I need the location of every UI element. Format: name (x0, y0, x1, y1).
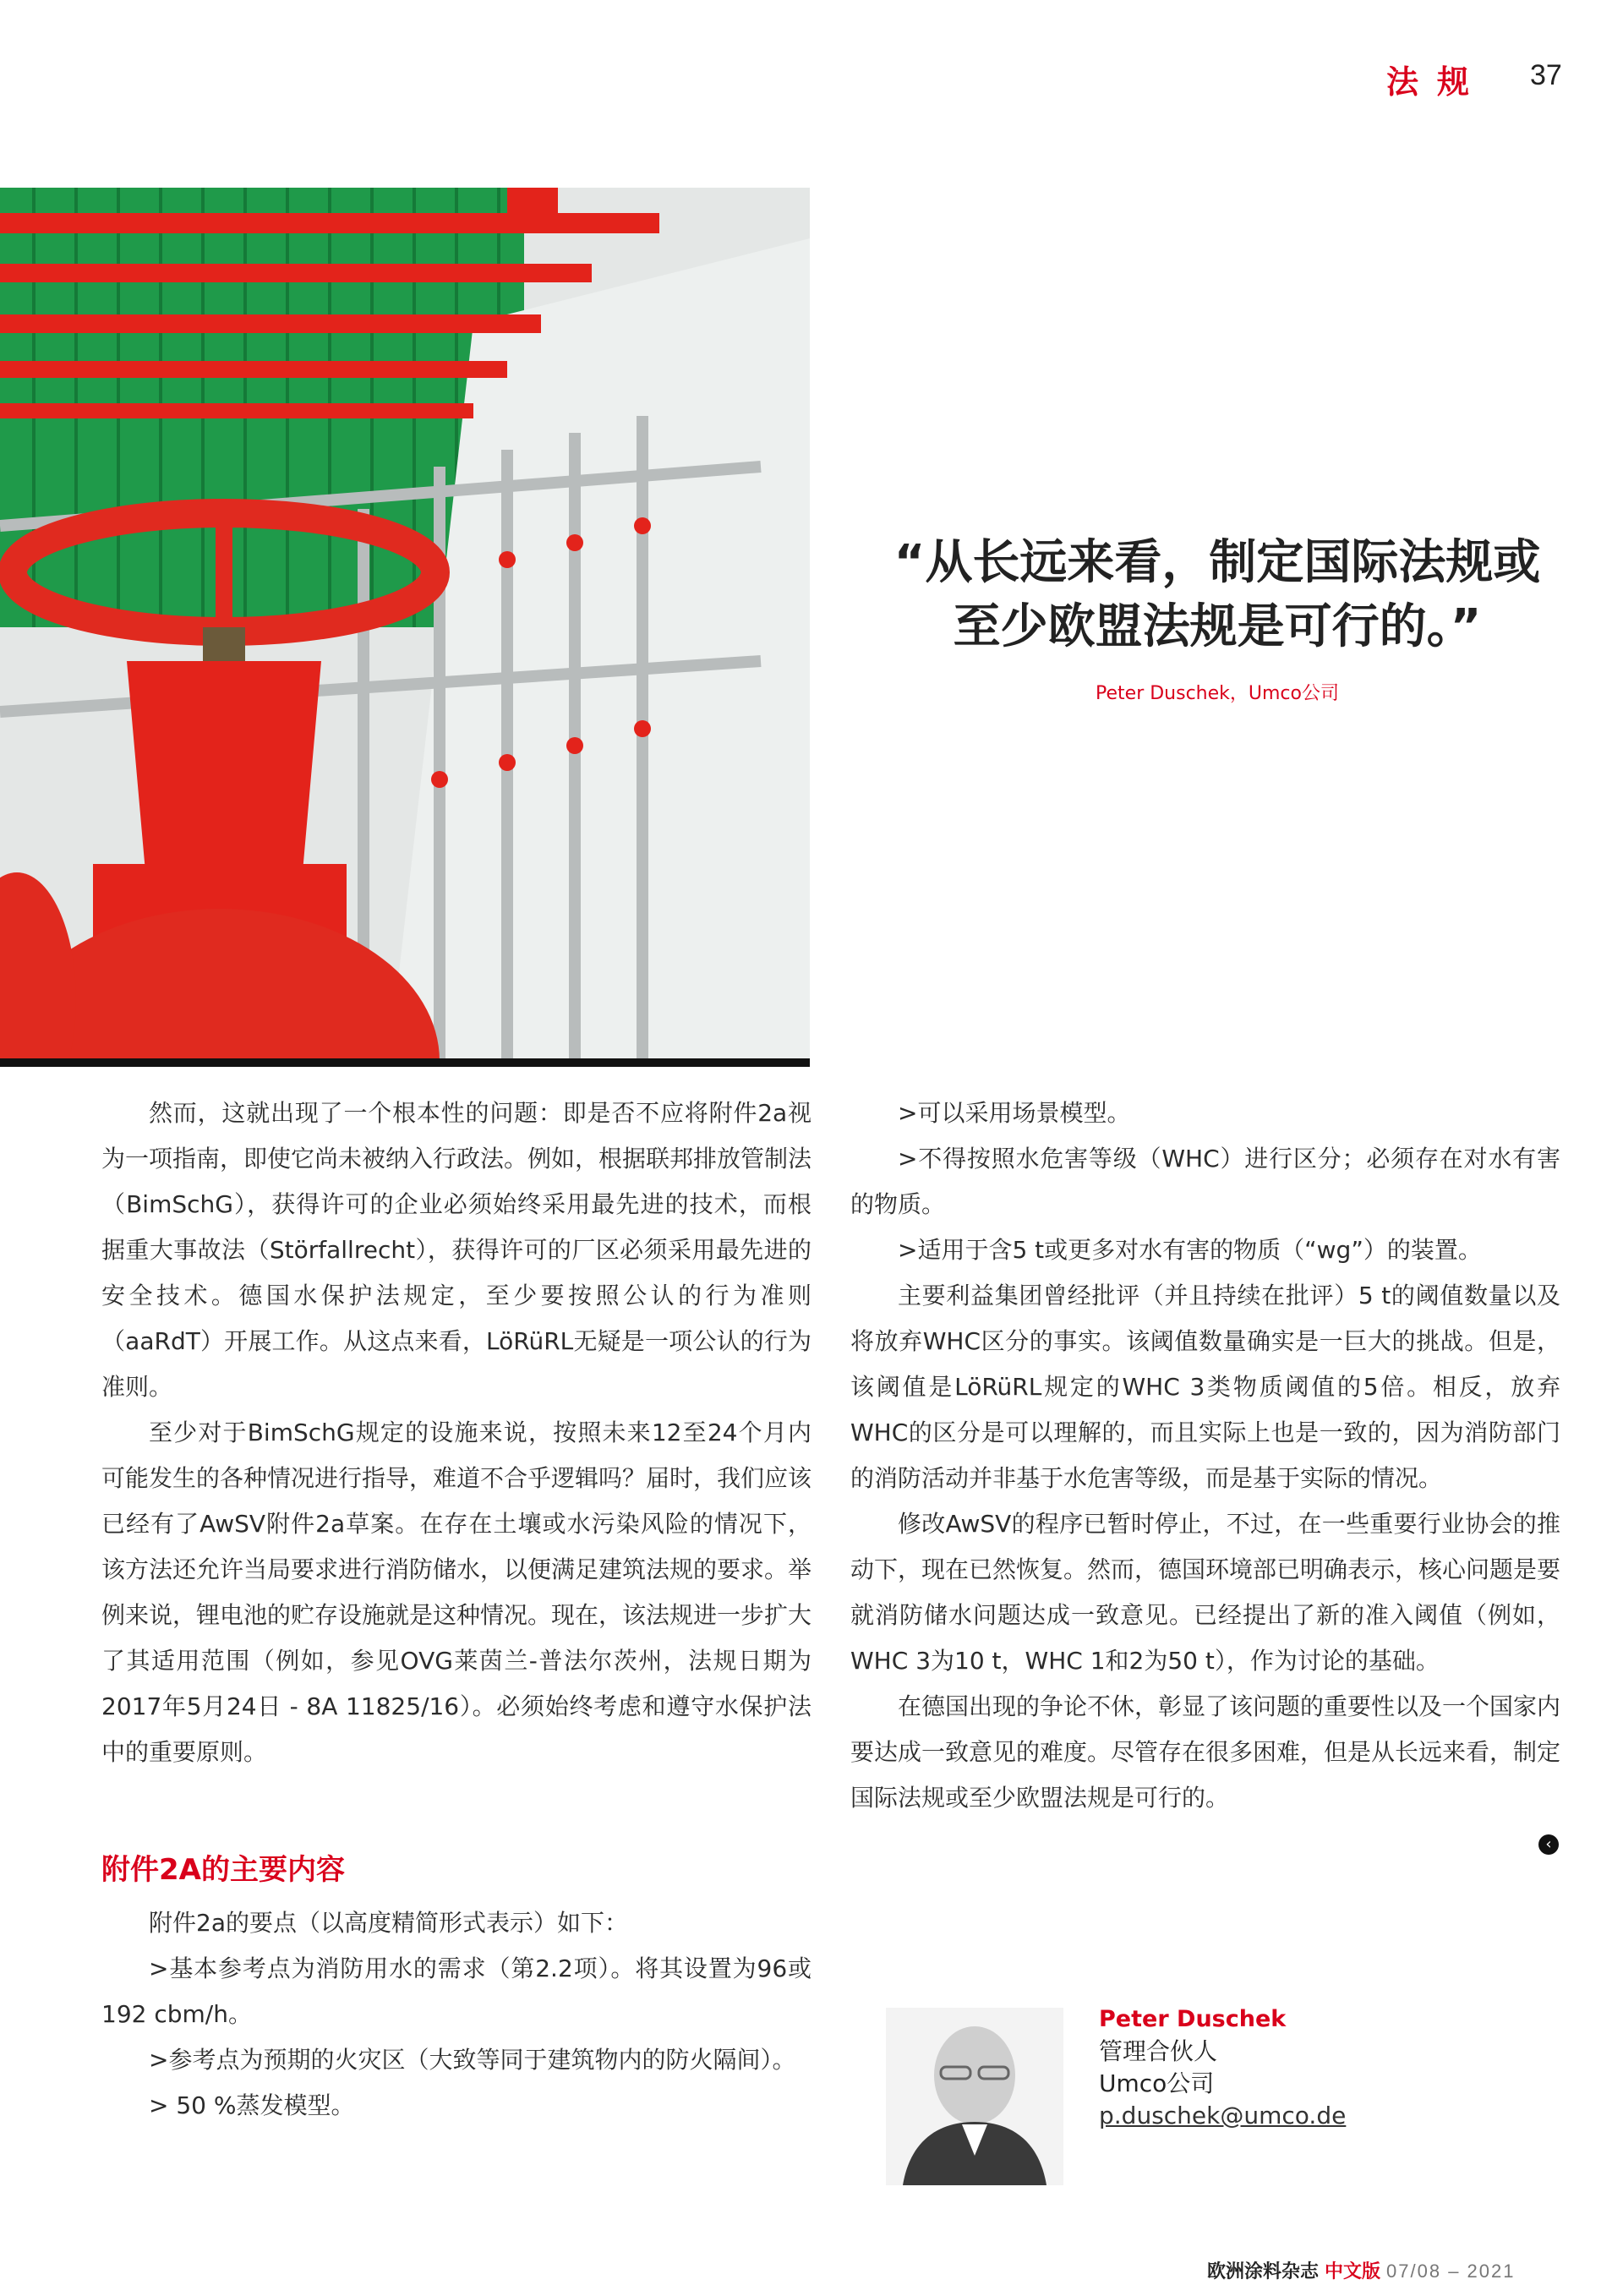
annex-bullet: >基本参考点为消防用水的需求（第2.2项）。将其设置为96或192 cbm/h。 (101, 1954, 812, 2028)
right-bullet: >适用于含5 t或更多对水有害的物质（“wg”）的装置。 (898, 1236, 1482, 1264)
right-column-body (850, 1091, 1560, 1821)
right-bullet: >不得按照水危害等级（WHC）进行区分；必须存在对水有害的物质。 (850, 1145, 1560, 1218)
footer-issue: 07/08 – 2021 (1386, 2260, 1516, 2282)
pull-quote-line-2: 至少欧盟法规是可行的。” (953, 599, 1482, 654)
author-info (1099, 2004, 1346, 2132)
author-portrait (886, 2008, 1063, 2185)
right-bullet: >可以采用场景模型。 (898, 1099, 1131, 1127)
quote-source: Peter Duschek，Umco公司 (1096, 683, 1339, 704)
pull-quote (854, 531, 1581, 659)
author-company: Umco公司 (1099, 2069, 1215, 2097)
right-paragraph: 主要利益集团曾经批评（并且持续在批评）5 t的阈值数量以及将放弃WHC区分的事实。该阈值数量确实是一巨大的挑战。但是，该阈值是LöRüRL规定的WHC 3类物质阈值的5倍。相反，放弃WHC的区分是可以理解的，而且实际上也是一致的，因为消防部门的消防活动并非基于水危害等级，而是基于实际的情况。 (850, 1282, 1560, 1492)
right-paragraph: 修改AwSV的程序已暂时停止，不过，在一些重要行业协会的推动下，现在已然恢复。然而，德国环境部已明确表示，核心问题是要就消防储水问题达成一致意见。已经提出了新的准入阈值（例如，WHC 3为10 t，WHC 1和2为50 t），作为讨论的基础。 (850, 1510, 1561, 1675)
author-name: Peter Duschek (1099, 2006, 1287, 2032)
left-column-annex-list (101, 1900, 812, 2129)
author-email-link[interactable]: p.duschek@umco.de (1099, 2102, 1347, 2129)
footer-magazine: 欧洲涂料杂志 (1207, 2261, 1320, 2282)
author-role: 管理合伙人 (1099, 2037, 1218, 2065)
annex-intro: 附件2a的要点（以高度精简形式表示）如下： (149, 1909, 628, 1937)
left-column-body (101, 1091, 812, 1775)
footer (1207, 2257, 1516, 2283)
section-title: 法规 (1386, 63, 1489, 101)
photo-bottom-rule (0, 1058, 810, 1067)
subheading-annex-2a: 附件2A的主要内容 (101, 1853, 345, 1887)
page-number: 37 (1530, 59, 1562, 91)
footer-edition: 中文版 (1325, 2261, 1381, 2282)
pull-quote-line-1: “从长远来看，制定国际法规或 (893, 535, 1541, 590)
fire-sprinkler-photo (0, 188, 810, 1061)
right-paragraph: 在德国出现的争论不休，彰显了该问题的重要性以及一个国家内要达成一致意见的难度。尽管存在很多困难，但是从长远来看，制定国际法规或至少欧盟法规是可行的。 (850, 1692, 1561, 1812)
left-paragraph: 至少对于BimSchG规定的设施来说，按照未来12至24个月内可能发生的各种情况进行指导，难道不合乎逻辑吗？届时，我们应该已经有了AwSV附件2a草案。在存在土壤或水污染风险的情况下，该方法还允许当局要求进行消防储水，以便满足建筑法规的要求。举例来说，锂电池的贮存设施就是这种情况。现在，该法规进一步扩大了其适用范围（例如，参见OVG莱茵兰-普法尔茨州，法规日期为2017年5月24日 - 8A 11825/16）。必须始终考虑和遵守水保护法中的重要原则。 (101, 1419, 812, 1766)
left-paragraph: 然而，这就出现了一个根本性的问题：即是否不应将附件2a视为一项指南，即使它尚未被纳入行政法。例如，根据联邦排放管制法（BimSchG），获得许可的企业必须始终采用最先进的技术，而根据重大事故法（Störfallrecht），获得许可的厂区必须采用最先进的安全技术。德国水保护法规定，至少要按照公认的行为准则（aaRdT）开展工作。从这点来看，LöRüRL无疑是一项公认的行为准则。 (101, 1099, 812, 1401)
article-end-icon: ‹ (1538, 1834, 1559, 1855)
annex-bullet: >参考点为预期的火灾区（大致等同于建筑物内的防火隔间）。 (149, 2046, 796, 2074)
annex-bullet: > 50 %蒸发模型。 (149, 2091, 355, 2119)
